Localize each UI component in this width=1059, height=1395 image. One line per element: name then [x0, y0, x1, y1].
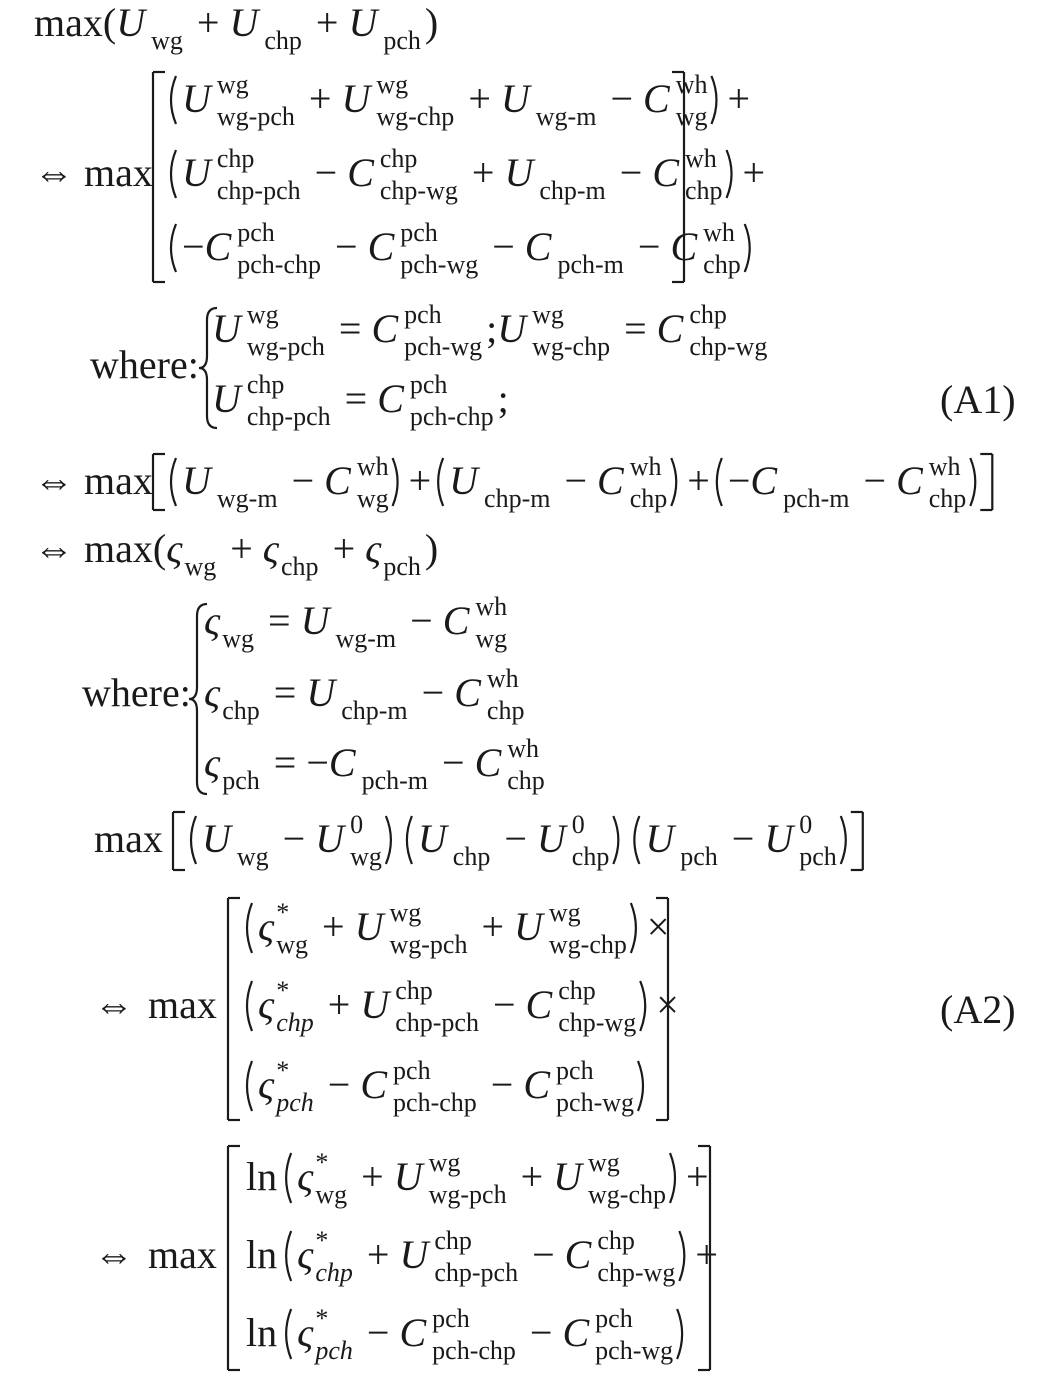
- C-variable: C: [525, 982, 553, 1027]
- subscript: pch: [799, 842, 837, 871]
- sigma-variable: ς: [166, 526, 183, 571]
- sigma-variable: ς: [258, 904, 275, 949]
- operator-plus: +: [408, 458, 432, 503]
- subscript: wg-m: [216, 484, 278, 513]
- sigma-variable: ς: [204, 598, 221, 643]
- superscript: chp: [597, 1226, 635, 1255]
- subscript: chp-m: [539, 176, 606, 205]
- equation-number-a1: (A1): [940, 377, 1016, 422]
- operator-minus: −: [282, 816, 306, 861]
- operator-eq: =: [273, 740, 297, 785]
- U-variable: U: [306, 670, 336, 715]
- operator-plus: +: [481, 904, 505, 949]
- operator-minus: −: [863, 458, 887, 503]
- max-operator: max: [84, 150, 153, 195]
- U-variable: U: [341, 76, 371, 121]
- operator-minus: −: [532, 1232, 555, 1277]
- operator-plus: +: [366, 1232, 390, 1277]
- large-left-paren: [171, 458, 176, 506]
- U-variable: U: [182, 76, 211, 121]
- superscript: wh: [486, 664, 519, 693]
- subscript: chp: [264, 26, 302, 55]
- subscript: wg-chp: [532, 332, 611, 361]
- subscript: chp-wg: [597, 1258, 676, 1287]
- U-variable: U: [399, 1232, 429, 1277]
- subscript: pch-chp: [393, 1088, 477, 1117]
- large-right-paren: [841, 816, 846, 864]
- paren: ): [424, 526, 439, 571]
- U-variable: U: [764, 816, 794, 861]
- operator-plus: +: [361, 1154, 384, 1199]
- subscript: pch: [383, 552, 421, 581]
- where-label: where:: [90, 342, 199, 387]
- operator-plus: +: [230, 526, 253, 571]
- superscript: *: [276, 976, 290, 1005]
- large-right-paren: [638, 1061, 643, 1111]
- operator-plus: +: [308, 76, 332, 121]
- superscript: wg: [588, 1148, 620, 1177]
- subscript: wg-pch: [389, 930, 468, 959]
- subscript: chp: [486, 696, 525, 725]
- subscript: pch: [383, 26, 421, 55]
- operator-plus: +: [468, 76, 491, 121]
- superscript: wh: [475, 592, 508, 621]
- subscript: chp-pch: [434, 1258, 519, 1287]
- subscript: chp-wg: [379, 176, 458, 205]
- ln-operator: ln: [246, 1154, 278, 1199]
- U-variable: U: [315, 816, 345, 861]
- subscript: pch: [222, 766, 260, 795]
- superscript: wh: [928, 452, 961, 481]
- C-variable: C: [656, 306, 684, 351]
- subscript: wg-m: [335, 624, 397, 653]
- superscript: wh: [356, 452, 389, 481]
- subscript: chp-pch: [246, 402, 331, 431]
- large-right-paren: [613, 816, 618, 864]
- large-left-paren: [191, 816, 196, 864]
- operator-minus: −: [727, 458, 751, 503]
- C-variable: C: [524, 224, 552, 269]
- subscript: pch-chp: [409, 402, 494, 431]
- C-variable: C: [652, 150, 679, 195]
- superscript: *: [315, 1304, 329, 1333]
- subscript: wg: [184, 552, 217, 581]
- operator-minus: −: [314, 150, 338, 195]
- subscript: pch-m: [557, 250, 624, 279]
- paren: (: [152, 526, 167, 571]
- max-operator: max: [84, 526, 153, 571]
- U-variable: U: [393, 1154, 423, 1199]
- max-operator: max: [84, 458, 153, 503]
- equation-number-a2: (A2): [940, 987, 1016, 1032]
- large-left-paren: [717, 458, 722, 506]
- operator-minus: −: [492, 982, 516, 1027]
- superscript: pch: [400, 218, 438, 247]
- operator-minus: −: [335, 224, 358, 269]
- U-variable: U: [348, 0, 378, 45]
- operator-minus: −: [610, 76, 633, 121]
- C-variable: C: [442, 598, 470, 643]
- sigma-variable: ς: [297, 1310, 314, 1355]
- superscript: wg: [246, 300, 279, 329]
- subscript: chp: [685, 176, 723, 205]
- equivalence-arrow: ⇔: [34, 526, 74, 571]
- subscript: wg-chp: [588, 1180, 667, 1209]
- max-operator: max: [148, 982, 217, 1027]
- superscript: pch: [409, 370, 448, 399]
- subscript: wg-chp: [376, 102, 455, 131]
- U-variable: U: [553, 1154, 583, 1199]
- sigma-variable: ς: [204, 740, 221, 785]
- C-variable: C: [328, 740, 356, 785]
- large-right-paren: [677, 1309, 682, 1359]
- superscript: pch: [556, 1056, 594, 1085]
- large-right-paren: [670, 1153, 675, 1203]
- subscript: wg-pch: [428, 1180, 507, 1209]
- C-variable: C: [367, 224, 395, 269]
- sigma-variable: ς: [365, 526, 382, 571]
- subscript: chp-pch: [395, 1008, 479, 1037]
- U-variable: U: [360, 982, 390, 1027]
- U-variable: U: [500, 76, 530, 121]
- superscript: chp: [216, 144, 255, 173]
- large-right-paren: [970, 458, 975, 506]
- operator-minus: −: [442, 740, 465, 785]
- operator-minus: −: [529, 1310, 553, 1355]
- subscript: wg: [236, 842, 269, 871]
- equivalence-arrow: ⇔: [94, 982, 134, 1027]
- operator-minus: −: [731, 816, 755, 861]
- U-variable: U: [300, 598, 330, 643]
- equivalence-arrow: ⇔: [34, 458, 74, 503]
- subscript: wg: [276, 930, 309, 959]
- equivalence-arrow: ⇔: [34, 150, 74, 195]
- C-variable: C: [597, 458, 624, 503]
- superscript: pch: [393, 1056, 431, 1085]
- subscript: wg-m: [535, 102, 597, 131]
- superscript: wh: [629, 452, 662, 481]
- U-variable: U: [645, 816, 675, 861]
- subscript: wg: [675, 102, 708, 131]
- subscript: pch-wg: [404, 332, 483, 361]
- C-variable: C: [564, 1232, 592, 1277]
- operator-plus: +: [315, 0, 339, 45]
- superscript: chp: [395, 976, 433, 1005]
- large-left-paren: [286, 1153, 291, 1203]
- operator-minus: −: [490, 1062, 514, 1107]
- subscript: pch-wg: [595, 1336, 674, 1365]
- U-variable: U: [417, 816, 447, 861]
- large-left-paren: [247, 981, 252, 1031]
- C-variable: C: [324, 458, 351, 503]
- subscript: pch-m: [783, 484, 850, 513]
- large-right-paren: [679, 1231, 684, 1281]
- superscript: wg: [376, 70, 409, 99]
- semicolon: ;: [497, 376, 509, 421]
- subscript: pch-chp: [237, 250, 321, 279]
- sigma-variable: ς: [297, 1232, 314, 1277]
- semicolon: ;: [486, 306, 498, 351]
- large-left-paren: [286, 1309, 291, 1359]
- superscript: wh: [507, 734, 540, 763]
- equivalence-arrow: ⇔: [94, 1232, 134, 1277]
- ln-operator: ln: [246, 1310, 278, 1355]
- paren: ): [424, 0, 439, 45]
- large-left-paren: [286, 1231, 291, 1281]
- superscript: wh: [675, 70, 708, 99]
- large-left-paren: [247, 1061, 252, 1111]
- subscript: pch-wg: [400, 250, 479, 279]
- superscript: wg: [389, 898, 422, 927]
- sigma-variable: ς: [262, 526, 280, 571]
- C-variable: C: [360, 1062, 388, 1107]
- sigma-variable: ς: [258, 982, 275, 1027]
- operator-plus: +: [695, 1232, 718, 1277]
- operator-plus: +: [322, 904, 345, 949]
- operator-plus: +: [520, 1154, 544, 1199]
- large-right-paren: [727, 150, 732, 198]
- sigma-variable: ς: [204, 670, 221, 715]
- subscript: wg-pch: [216, 102, 295, 131]
- subscript: chp: [315, 1258, 353, 1287]
- U-variable: U: [497, 306, 527, 351]
- subscript: wg: [475, 624, 508, 653]
- superscript: pch: [432, 1304, 470, 1333]
- superscript: wg: [428, 1148, 461, 1177]
- operator-plus: +: [687, 458, 710, 503]
- max-operator: max: [94, 816, 163, 861]
- paren: (: [102, 0, 117, 45]
- operator-minus: −: [410, 598, 433, 643]
- operator-eq: =: [268, 598, 291, 643]
- subscript: chp: [928, 484, 967, 513]
- superscript: pch: [404, 300, 442, 329]
- subscript: chp: [281, 552, 319, 581]
- subscript: chp: [452, 842, 491, 871]
- operator-minus: −: [619, 150, 643, 195]
- C-variable: C: [347, 150, 374, 195]
- operator-plus: +: [727, 76, 751, 121]
- large-right-paren: [631, 903, 636, 953]
- superscript: *: [276, 898, 290, 927]
- subscript: pch: [680, 842, 718, 871]
- U-variable: U: [354, 904, 384, 949]
- operator-minus: −: [327, 1062, 351, 1107]
- subscript: chp-pch: [216, 176, 301, 205]
- superscript: wg: [216, 70, 249, 99]
- operator-times: ×: [656, 982, 679, 1027]
- subscript: chp: [703, 250, 741, 279]
- superscript: pch: [237, 218, 275, 247]
- operator-minus: −: [492, 224, 515, 269]
- operator-plus: +: [196, 0, 220, 45]
- large-right-paren: [393, 458, 398, 506]
- operator-plus: +: [471, 150, 495, 195]
- U-variable: U: [514, 904, 543, 949]
- large-right-paren: [711, 76, 716, 124]
- subscript: chp: [222, 696, 260, 725]
- subscript: chp-wg: [558, 1008, 637, 1037]
- operator-minus: −: [291, 458, 315, 503]
- subscript: pch: [315, 1336, 353, 1365]
- subscript: wg: [350, 842, 382, 871]
- operator-minus: −: [564, 458, 588, 503]
- operator-plus: +: [742, 150, 766, 195]
- large-left-paren: [171, 76, 176, 124]
- C-variable: C: [474, 740, 502, 785]
- large-left-paren: [171, 150, 176, 198]
- U-variable: U: [116, 0, 146, 45]
- subscript: pch-m: [361, 766, 429, 795]
- large-right-paren: [745, 224, 750, 272]
- superscript: *: [276, 1056, 290, 1085]
- C-variable: C: [670, 224, 698, 269]
- subscript: wg-pch: [246, 332, 325, 361]
- superscript: *: [315, 1226, 329, 1255]
- U-variable: U: [182, 458, 211, 503]
- operator-plus: +: [327, 982, 351, 1027]
- large-left-paren: [438, 458, 443, 506]
- superscript: wh: [703, 218, 735, 247]
- superscript: 0: [571, 810, 585, 839]
- operator-minus: −: [637, 224, 661, 269]
- superscript: 0: [799, 810, 813, 839]
- C-variable: C: [204, 224, 232, 269]
- superscript: pch: [595, 1304, 633, 1333]
- subscript: chp: [571, 842, 610, 871]
- large-left-paren: [171, 224, 176, 272]
- operator-eq: =: [273, 670, 297, 715]
- C-variable: C: [454, 670, 481, 715]
- large-left-paren: [634, 816, 639, 864]
- large-right-paren: [386, 816, 391, 864]
- U-variable: U: [229, 0, 259, 45]
- superscript: chp: [558, 976, 596, 1005]
- superscript: chp: [379, 144, 418, 173]
- C-variable: C: [377, 376, 404, 421]
- superscript: chp: [689, 300, 727, 329]
- max-operator: max: [148, 1232, 217, 1277]
- operator-plus: +: [332, 526, 356, 571]
- subscript: chp-wg: [689, 332, 768, 361]
- subscript: chp: [507, 766, 545, 795]
- operator-minus: −: [366, 1310, 390, 1355]
- operator-eq: =: [344, 376, 368, 421]
- superscript: *: [315, 1148, 329, 1177]
- subscript: wg: [222, 624, 255, 653]
- large-right-paren: [640, 981, 645, 1031]
- subscript: wg: [356, 484, 389, 513]
- U-variable: U: [212, 376, 241, 421]
- subscript: wg-chp: [548, 930, 627, 959]
- ln-operator: ln: [246, 1232, 278, 1277]
- C-variable: C: [750, 458, 778, 503]
- operator-plus: +: [686, 1154, 709, 1199]
- superscript: chp: [246, 370, 285, 399]
- operator-times: ×: [646, 904, 670, 949]
- U-variable: U: [202, 816, 231, 861]
- max-operator: max: [34, 0, 103, 45]
- subscript: chp-m: [484, 484, 551, 513]
- U-variable: U: [212, 306, 241, 351]
- subscript: wg: [151, 26, 183, 55]
- U-variable: U: [449, 458, 479, 503]
- subscript: pch: [276, 1088, 314, 1117]
- U-variable: U: [504, 150, 534, 195]
- C-variable: C: [896, 458, 923, 503]
- C-variable: C: [523, 1062, 551, 1107]
- C-variable: C: [643, 76, 670, 121]
- subscript: chp-m: [341, 696, 408, 725]
- C-variable: C: [399, 1310, 427, 1355]
- subscript: chp: [276, 1008, 314, 1037]
- subscript: wg: [315, 1180, 348, 1209]
- large-left-paren: [407, 816, 412, 864]
- superscript: 0: [350, 810, 364, 839]
- subscript: pch-chp: [432, 1336, 516, 1365]
- operator-minus: −: [182, 224, 205, 269]
- U-variable: U: [536, 816, 566, 861]
- superscript: wh: [685, 144, 717, 173]
- large-left-paren: [247, 903, 252, 953]
- C-variable: C: [371, 306, 399, 351]
- superscript: wg: [548, 898, 581, 927]
- operator-eq: =: [624, 306, 647, 351]
- sigma-variable: ς: [297, 1154, 314, 1199]
- operator-eq: =: [338, 306, 362, 351]
- operator-minus: −: [504, 816, 527, 861]
- C-variable: C: [562, 1310, 590, 1355]
- where-label: where:: [82, 670, 191, 715]
- superscript: wg: [532, 300, 564, 329]
- subscript: pch-wg: [556, 1088, 635, 1117]
- operator-minus: −: [306, 740, 329, 785]
- operator-minus: −: [421, 670, 445, 715]
- subscript: chp: [629, 484, 668, 513]
- U-variable: U: [182, 150, 211, 195]
- sigma-variable: ς: [258, 1062, 275, 1107]
- superscript: chp: [434, 1226, 472, 1255]
- large-right-paren: [671, 458, 676, 506]
